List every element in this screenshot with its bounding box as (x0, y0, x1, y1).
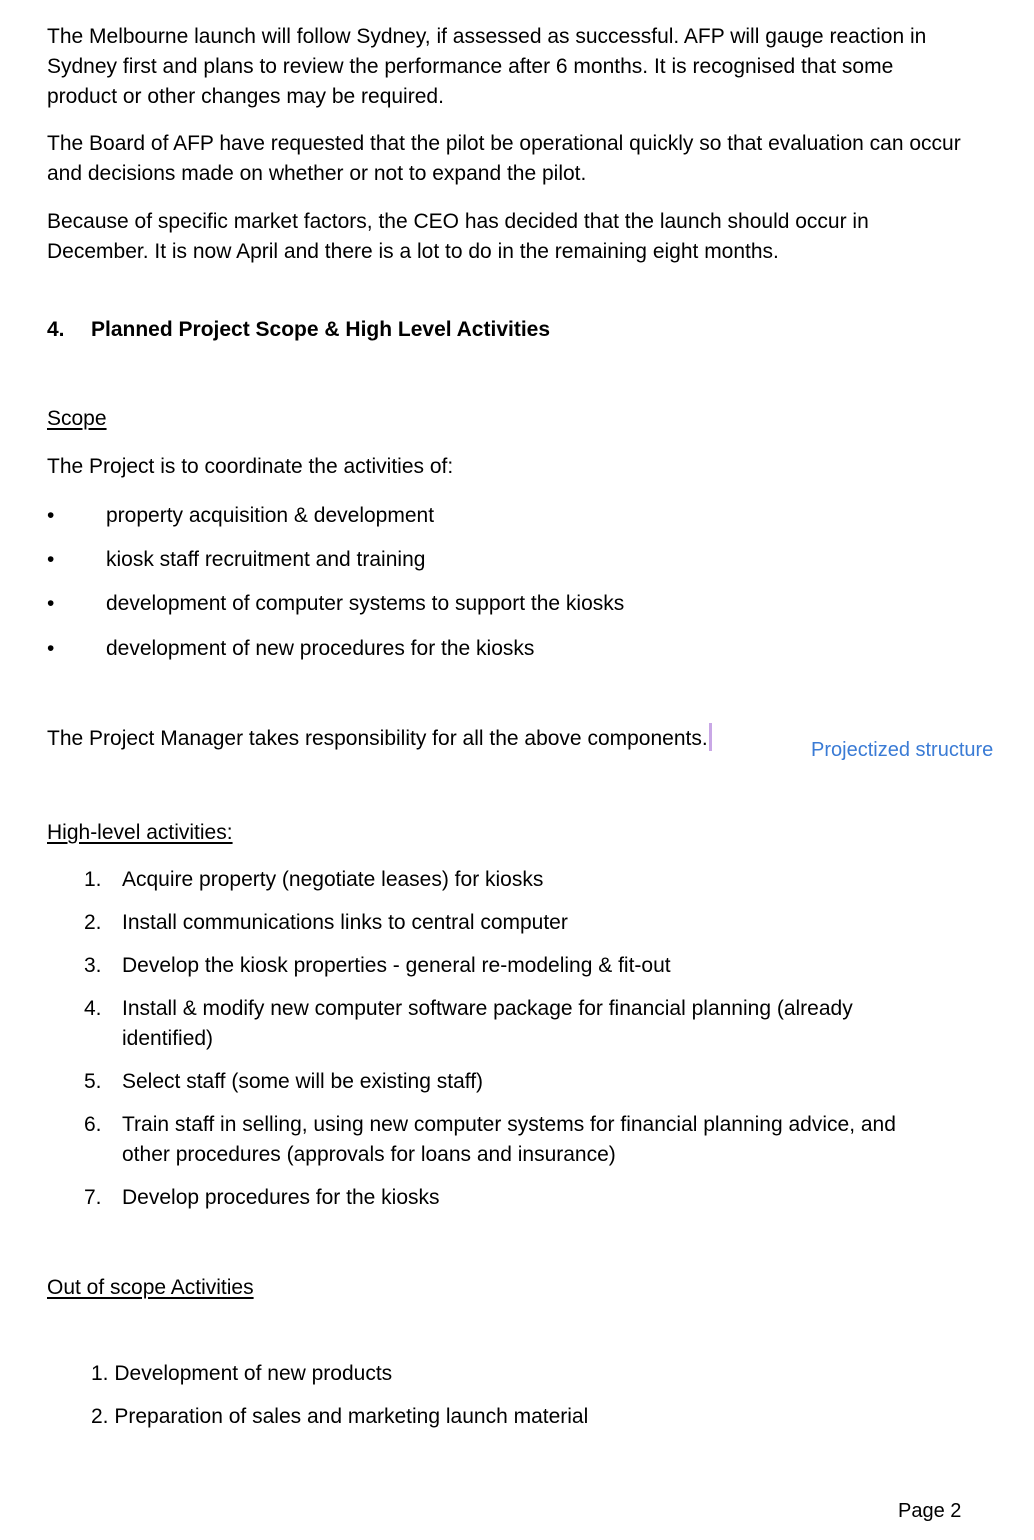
activity-text: Acquire property (negotiate leases) for kiosks (122, 868, 544, 891)
section-number: 4. (47, 318, 65, 341)
activity-number: 2. (84, 911, 102, 934)
scope-bullet-text: property acquisition & development (106, 504, 435, 527)
activity-number: 7. (84, 1186, 102, 1209)
activity-item-7 (84, 1183, 944, 1213)
bullet-icon: • (47, 504, 55, 527)
intro-paragraph-2: The Board of AFP have requested that the pilot be operational quickly so that evaluation can occur and decisions made on whether or not to expand the pilot. (47, 132, 961, 185)
activity-item-4 (84, 994, 944, 1054)
bullet-icon: • (47, 548, 55, 571)
activity-number: 1. (84, 868, 102, 891)
scope-bullet-text: kiosk staff recruitment and training (106, 548, 426, 571)
scope-bullet-text: development of new procedures for the kiosks (106, 637, 535, 660)
section-title: Planned Project Scope & High Level Activities (91, 318, 551, 341)
text-cursor-icon (709, 723, 712, 751)
activity-item-5 (84, 1067, 944, 1097)
activity-item-1 (84, 865, 944, 895)
activity-text: Install communications links to central computer (122, 911, 568, 934)
responsibility-text: The Project Manager takes responsibility for all the above components. (47, 727, 708, 750)
activity-item-3 (84, 951, 944, 981)
activity-text: Install & modify new computer software package for financial planning (already identified) (122, 997, 853, 1050)
activity-number: 3. (84, 954, 102, 977)
activity-text: Develop the kiosk properties - general re-modeling & fit-out (122, 954, 671, 977)
intro-paragraph-3: Because of specific market factors, the CEO has decided that the launch should occur in December. It is now April and there is a lot to do in the remaining eight months. (47, 210, 869, 263)
bullet-icon: • (47, 592, 55, 615)
activity-text: Select staff (some will be existing staff) (122, 1070, 484, 1093)
activity-text: Develop procedures for the kiosks (122, 1186, 440, 1209)
scope-title: Scope (47, 407, 107, 430)
bullet-icon: • (47, 637, 55, 660)
scope-responsibility (47, 723, 787, 754)
activity-number: 4. (84, 997, 102, 1020)
section-heading (47, 315, 550, 345)
comment-annotation[interactable]: Projectized structure (811, 739, 994, 761)
activity-item-2 (84, 908, 944, 938)
activity-number: 5. (84, 1070, 102, 1093)
scope-bullet-text: development of computer systems to support the kiosks (106, 592, 625, 615)
scope-intro: The Project is to coordinate the activities of: (47, 455, 454, 478)
page-number: Page 2 (898, 1500, 962, 1522)
out-of-scope-title: Out of scope Activities (47, 1276, 254, 1299)
out-of-scope-item-2: 2. Preparation of sales and marketing launch material (91, 1405, 589, 1428)
high-level-activities-title: High-level activities: (47, 821, 233, 844)
activity-number: 6. (84, 1113, 102, 1136)
activity-item-6 (84, 1110, 944, 1170)
out-of-scope-item-1: 1. Development of new products (91, 1362, 393, 1385)
activity-text: Train staff in selling, using new computer systems for financial planning advice, and other procedures (approvals for loans and insurance) (122, 1113, 896, 1166)
intro-paragraph-1: The Melbourne launch will follow Sydney, if assessed as successful. AFP will gauge reaction in Sydney first and plans to review the performance after 6 months. It is recognised that some product or other changes may be required. (47, 25, 927, 108)
